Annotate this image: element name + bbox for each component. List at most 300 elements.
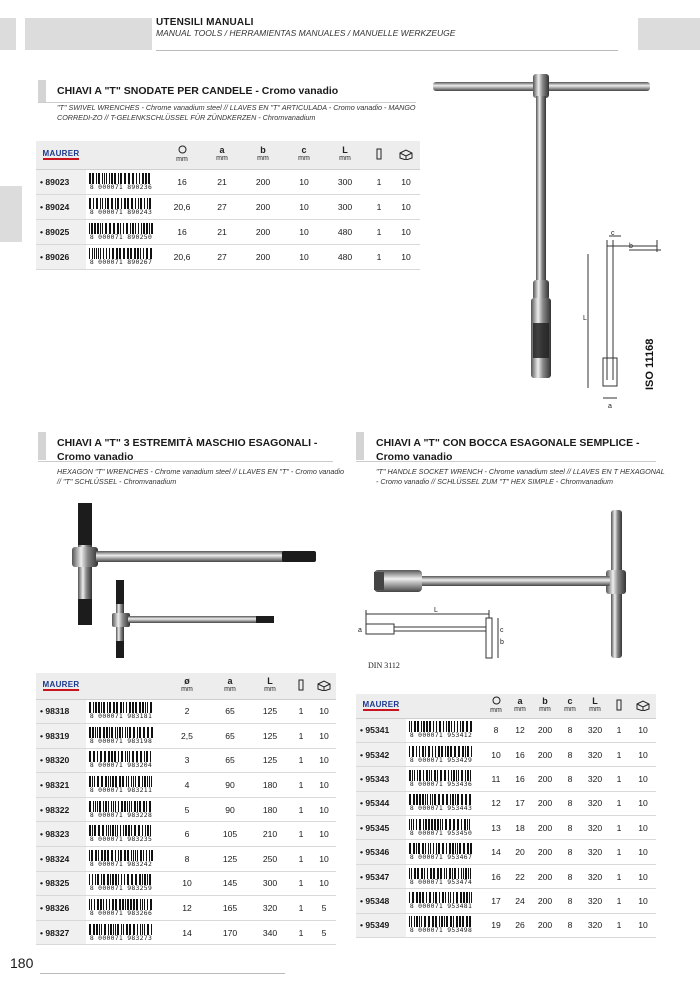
cell-value: 1: [290, 748, 312, 773]
cell-value: 1: [608, 718, 630, 742]
cell-value: 65: [210, 724, 250, 749]
cell-value: 320: [582, 767, 608, 791]
table-row: [36, 871, 336, 896]
barcode-image: [88, 223, 154, 241]
table-row: [36, 219, 420, 244]
barcode: [86, 797, 164, 822]
cell-value: 24: [508, 889, 532, 913]
table-row: [36, 847, 336, 872]
barcode: [406, 767, 484, 791]
cell-value: 210: [250, 822, 290, 847]
cell-value: 300: [324, 169, 366, 194]
cell-value: 165: [210, 896, 250, 921]
table-row: [36, 797, 336, 822]
product-code: • 98327: [36, 920, 86, 945]
cell-value: 10: [630, 742, 656, 766]
table-row: [356, 742, 656, 766]
ean-number: 8 000071 953429: [409, 755, 473, 764]
barcode: [86, 748, 164, 773]
cell-value: 17: [484, 889, 508, 913]
cell-value: 320: [582, 913, 608, 937]
cell-value: 10: [630, 791, 656, 815]
barcode-image: [88, 850, 154, 868]
table-row: [36, 244, 420, 269]
cell-value: 200: [532, 864, 558, 888]
barcode: [406, 864, 484, 888]
cell-value: 12: [484, 791, 508, 815]
ean-number: 8 000071 953450: [409, 828, 473, 837]
ean-number: 8 000071 983204: [89, 761, 153, 770]
cell-value: 1: [366, 169, 392, 194]
cell-value: 26: [508, 913, 532, 937]
barcode-image: [408, 794, 474, 812]
swivel-t-wrench-image: [425, 68, 695, 418]
cell-value: 8: [558, 791, 582, 815]
cell-value: 10: [630, 718, 656, 742]
header-title: UTENSILI MANUALI: [156, 17, 254, 28]
cell-value: 10: [164, 871, 210, 896]
cell-value: 10: [630, 840, 656, 864]
barcode-image: [88, 751, 154, 769]
product-code: • 95342: [356, 742, 406, 766]
cell-value: 10: [392, 169, 420, 194]
ean-number: 8 000071 890267: [89, 257, 153, 266]
cell-value: 180: [250, 773, 290, 798]
cell-value: 8: [558, 816, 582, 840]
brand-logo-3: MAURER: [356, 694, 406, 718]
table-row: [356, 913, 656, 937]
cell-value: 20,6: [162, 194, 202, 219]
cell-value: 200: [532, 840, 558, 864]
product-code: • 95348: [356, 889, 406, 913]
cell-value: 8: [558, 913, 582, 937]
cell-value: 200: [532, 791, 558, 815]
box-pack-icon: [312, 673, 336, 699]
section1-table: MAURER mm a mm b mm c mm L mm • 89023 8 000071 890236 16 21 200 10 300 1 10 • 89024 8 000071 890243 20,6 27 200 10 300 1 10 • 89025 8 000071 890250 16 21 200 10 480 1 10 • 89026 8 000071 890267 20,6 27 200 10 480 1 10: [36, 141, 420, 270]
cell-value: 65: [210, 699, 250, 724]
cell-value: 1: [608, 816, 630, 840]
product-code: • 98323: [36, 822, 86, 847]
section1-description: "T" SWIVEL WRENCHES - Chrome vanadium steel // LLAVES EN "T" ARTICULADA - Cromo vanadio - MANGO CORREDI-ZO // T-GELENKSCHLÜSSEL FÜR ZÜNDKERZEN - Chromvanadium: [57, 103, 416, 122]
cell-value: 1: [608, 889, 630, 913]
cell-value: 10: [630, 767, 656, 791]
barcode: [86, 896, 164, 921]
product-code: • 89023: [36, 169, 86, 194]
barcode: [86, 169, 162, 194]
barcode: [86, 699, 164, 724]
cell-value: 10: [484, 742, 508, 766]
barcode: [406, 816, 484, 840]
cell-value: 105: [210, 822, 250, 847]
cell-value: 5: [312, 920, 336, 945]
cell-value: 10: [312, 847, 336, 872]
barcode-image: [408, 892, 474, 910]
cell-value: 21: [202, 219, 242, 244]
box-pack-icon: [630, 694, 656, 718]
cell-value: 1: [290, 871, 312, 896]
section3-bar: [356, 432, 364, 460]
cell-value: 6: [164, 822, 210, 847]
brand-logo: MAURER: [36, 141, 86, 169]
cell-value: 320: [582, 889, 608, 913]
brand-logo-2: MAURER: [36, 673, 86, 699]
cell-value: 8: [558, 767, 582, 791]
cell-value: 2: [164, 699, 210, 724]
ean-number: 8 000071 953474: [409, 877, 473, 886]
barcode-image: [88, 248, 154, 266]
cell-value: 10: [630, 864, 656, 888]
ean-number: 8 000071 983181: [89, 712, 153, 721]
cell-value: 1: [290, 724, 312, 749]
ean-number: 8 000071 983259: [89, 884, 153, 893]
table-row: [356, 864, 656, 888]
product-code: • 98322: [36, 797, 86, 822]
section1-title: CHIAVI A "T" SNODATE PER CANDELE - Cromo vanadio: [57, 85, 339, 97]
cell-value: 10: [630, 913, 656, 937]
table-row: [36, 169, 420, 194]
barcode-image: [88, 173, 154, 191]
cell-value: 320: [250, 896, 290, 921]
product-code: • 89025: [36, 219, 86, 244]
cell-value: 125: [250, 724, 290, 749]
cell-value: 10: [312, 748, 336, 773]
barcode-image: [408, 916, 474, 934]
cell-value: 20,6: [162, 244, 202, 269]
barcode: [406, 840, 484, 864]
section3-description: "T" HANDLE SOCKET WRENCH - Chrome vanadium steel // LLAVES EN T HEXAGONAL - Cromo vanadio // SCHLÜSSEL ZUM "T" HEX SIMPLE - Chromvanadium: [376, 467, 665, 486]
ean-number: 8 000071 983242: [89, 859, 153, 868]
cell-value: 16: [508, 767, 532, 791]
barcode-image: [408, 819, 474, 837]
cell-value: 10: [284, 244, 324, 269]
ean-number: 8 000071 983235: [89, 835, 153, 844]
table-row: [36, 920, 336, 945]
cell-value: 10: [312, 822, 336, 847]
cell-value: 170: [210, 920, 250, 945]
cell-value: 27: [202, 244, 242, 269]
cell-value: 8: [558, 889, 582, 913]
ean-number: 8 000071 953436: [409, 779, 473, 788]
barcode: [86, 724, 164, 749]
cell-value: 5: [164, 797, 210, 822]
cell-value: 480: [324, 244, 366, 269]
cell-value: 8: [558, 742, 582, 766]
ean-number: 8 000071 890236: [89, 182, 153, 191]
barcode: [406, 889, 484, 913]
ean-number: 8 000071 953467: [409, 853, 473, 862]
cell-value: 10: [630, 816, 656, 840]
cell-value: 200: [532, 767, 558, 791]
cell-value: 320: [582, 742, 608, 766]
hex-t-wrench-image: [60, 495, 320, 665]
cell-value: 12: [164, 896, 210, 921]
cell-value: 17: [508, 791, 532, 815]
product-code: • 98321: [36, 773, 86, 798]
cell-value: 145: [210, 871, 250, 896]
cell-value: 200: [532, 816, 558, 840]
product-code: • 98320: [36, 748, 86, 773]
barcode-image: [88, 924, 154, 942]
cell-value: 250: [250, 847, 290, 872]
barcode-image: [408, 843, 474, 861]
ean-number: 8 000071 983198: [89, 736, 153, 745]
cell-value: 1: [290, 847, 312, 872]
table-row: [356, 816, 656, 840]
table-row: [36, 748, 336, 773]
cell-value: 2,5: [164, 724, 210, 749]
single-unit-icon: [290, 673, 312, 699]
diameter-circle-icon: [484, 696, 508, 707]
cell-value: 300: [250, 871, 290, 896]
ean-number: 8 000071 983228: [89, 810, 153, 819]
barcode-image: [88, 801, 154, 819]
cell-value: 10: [284, 169, 324, 194]
cell-value: 1: [366, 194, 392, 219]
cell-value: 8: [558, 718, 582, 742]
cell-value: 8: [558, 864, 582, 888]
cell-value: 320: [582, 864, 608, 888]
cell-value: 200: [532, 889, 558, 913]
cell-value: 22: [508, 864, 532, 888]
barcode-image: [88, 702, 154, 720]
cell-value: 10: [392, 244, 420, 269]
dim-label-c2: c: [500, 627, 504, 634]
barcode-image: [408, 868, 474, 886]
barcode-image: [88, 727, 154, 745]
cell-value: 90: [210, 773, 250, 798]
barcode: [86, 219, 162, 244]
barcode: [86, 194, 162, 219]
cell-value: 10: [392, 194, 420, 219]
product-code: • 95347: [356, 864, 406, 888]
cell-value: 200: [242, 169, 284, 194]
cell-value: 14: [484, 840, 508, 864]
cell-value: 1: [290, 896, 312, 921]
barcode-image: [88, 198, 154, 216]
cell-value: 200: [532, 913, 558, 937]
cell-value: 125: [210, 847, 250, 872]
din-label: DIN 3112: [368, 661, 400, 670]
cell-value: 1: [366, 219, 392, 244]
header-block: [25, 18, 152, 50]
barcode: [86, 847, 164, 872]
section3-table: MAURER mm a mm b mm c mm L mm • 95341 8 000071 953412 8 12 200 8 320 1 10 • 95342 8 000071 953429 10 16 200 8 320 1 10 • 95343 8 000071 953436 11 16 200 8 320 1 10 • 95344 8 000071 953443 12 17 200 8 320 1 10 • 95345 8 000071 953450 13 18 200 8 320 1 10 • 95346 8 000071 953467 14 20 200 8 320 1 10 • 95347 8 000071 953474 16 22 200 8 320 1 10 • 95348 8 000071 953481 17 24 200 8 320 1 10 • 95349 8 000071 953498 19 26 200 8 320 1 10: [356, 694, 656, 938]
cell-value: 18: [508, 816, 532, 840]
cell-value: 65: [210, 748, 250, 773]
cell-value: 1: [290, 699, 312, 724]
product-code: • 89024: [36, 194, 86, 219]
cell-value: 1: [608, 791, 630, 815]
cell-value: 1: [608, 742, 630, 766]
cell-value: 8: [484, 718, 508, 742]
barcode-image: [408, 746, 474, 764]
barcode: [406, 913, 484, 937]
table-row: [36, 699, 336, 724]
cell-value: 10: [392, 219, 420, 244]
dim-label-L: L: [583, 315, 587, 322]
barcode-image: [88, 899, 154, 917]
cell-value: 16: [162, 219, 202, 244]
dim-label-c: c: [611, 230, 615, 237]
table-row: [356, 767, 656, 791]
cell-value: 1: [290, 773, 312, 798]
cell-value: 200: [242, 244, 284, 269]
cell-value: 200: [242, 194, 284, 219]
header-left-tab: [0, 18, 16, 50]
cell-value: 1: [290, 797, 312, 822]
barcode: [86, 871, 164, 896]
product-code: • 95344: [356, 791, 406, 815]
cell-value: 200: [532, 718, 558, 742]
cell-value: 1: [608, 864, 630, 888]
cell-value: 10: [312, 797, 336, 822]
barcode: [86, 822, 164, 847]
barcode: [86, 920, 164, 945]
barcode: [86, 244, 162, 269]
barcode-image: [88, 874, 154, 892]
product-code: • 98326: [36, 896, 86, 921]
table-row: [356, 889, 656, 913]
cell-value: 5: [312, 896, 336, 921]
table-row: [356, 791, 656, 815]
barcode-image: [408, 721, 474, 739]
section2-title: CHIAVI A "T" 3 ESTREMITÀ MASCHIO ESAGONALI - Cromo vanadio: [57, 437, 318, 463]
product-code: • 95341: [356, 718, 406, 742]
cell-value: 300: [324, 194, 366, 219]
table-row: [356, 840, 656, 864]
header-rule: [156, 50, 618, 51]
dim-label-a2: a: [358, 627, 362, 634]
section1-bar: [38, 80, 46, 102]
cell-value: 320: [582, 816, 608, 840]
cell-value: 200: [532, 742, 558, 766]
product-code: • 95349: [356, 913, 406, 937]
cell-value: 340: [250, 920, 290, 945]
product-code: • 89026: [36, 244, 86, 269]
ean-number: 8 000071 890250: [89, 232, 153, 241]
ean-number: 8 000071 890243: [89, 207, 153, 216]
product-code: • 98324: [36, 847, 86, 872]
table-row: [36, 896, 336, 921]
section2-description: HEXAGON "T" WRENCHES - Chrome vanadium steel // LLAVES EN "T" - Cromo vanadio // "T" SCHLÜSSEL - Chromvanadium: [57, 467, 345, 486]
diameter-circle-icon: [162, 145, 202, 156]
cell-value: 125: [250, 699, 290, 724]
cell-value: 10: [312, 724, 336, 749]
ean-number: 8 000071 983273: [89, 933, 153, 942]
socket-t-wrench-image: [358, 500, 658, 680]
footer-rule: [40, 973, 285, 974]
cell-value: 10: [284, 194, 324, 219]
cell-value: 320: [582, 791, 608, 815]
product-code: • 95346: [356, 840, 406, 864]
box-pack-icon: [392, 141, 420, 169]
cell-value: 1: [366, 244, 392, 269]
table-row: [36, 773, 336, 798]
cell-value: 480: [324, 219, 366, 244]
cell-value: 200: [242, 219, 284, 244]
iso-label: ISO 11168: [644, 338, 656, 390]
dim-label-b: b: [629, 243, 633, 250]
cell-value: 14: [164, 920, 210, 945]
ean-number: 8 000071 953481: [409, 901, 473, 910]
cell-value: 21: [202, 169, 242, 194]
product-code: • 98319: [36, 724, 86, 749]
cell-value: 125: [250, 748, 290, 773]
table-row: [36, 724, 336, 749]
cell-value: 8: [164, 847, 210, 872]
cell-value: 16: [162, 169, 202, 194]
header-right-tab: [638, 18, 700, 50]
cell-value: 16: [484, 864, 508, 888]
product-code: • 95343: [356, 767, 406, 791]
product-code: • 98318: [36, 699, 86, 724]
ean-number: 8 000071 983211: [89, 786, 153, 795]
cell-value: 19: [484, 913, 508, 937]
table-row: [356, 718, 656, 742]
cell-value: 1: [608, 913, 630, 937]
cell-value: 1: [290, 822, 312, 847]
dim-label-L2: L: [434, 607, 438, 614]
cell-value: 90: [210, 797, 250, 822]
cell-value: 13: [484, 816, 508, 840]
ean-number: 8 000071 953443: [409, 804, 473, 813]
barcode-image: [408, 770, 474, 788]
cell-value: 10: [284, 219, 324, 244]
section3-title: CHIAVI A "T" CON BOCCA ESAGONALE SEMPLICE - Cromo vanadio: [376, 437, 640, 463]
barcode-image: [88, 776, 154, 794]
dim-label-a: a: [608, 403, 612, 410]
side-tab: [0, 186, 22, 242]
barcode: [406, 742, 484, 766]
cell-value: 4: [164, 773, 210, 798]
cell-value: 10: [312, 773, 336, 798]
section2-table: MAURER ø mm a mm L mm • 98318 8 000071 983181 2 65 125 1 10 • 98319 8 000071 983198 2,5 65 125 1 10 • 98320 8 000071 983204 3 65 125 1 10 • 98321 8 000071 983211 4 90 180 1 10 • 98322 8 000071 983228 5 90 180 1 10 • 98323 8 000071 983235 6 105 210 1 10 • 98324 8 000071 983242 8 125 250 1 10 • 98325 8 000071 983259 10 145 300 1 10 • 98326 8 000071 983266 12 165 320 1 5 • 98327 8 000071 983273 14 170 340 1 5: [36, 673, 336, 945]
cell-value: 320: [582, 840, 608, 864]
cell-value: 1: [608, 767, 630, 791]
section2-bar: [38, 432, 46, 460]
product-code: • 95345: [356, 816, 406, 840]
cell-value: 27: [202, 194, 242, 219]
barcode-image: [88, 825, 154, 843]
header-subtitle: MANUAL TOOLS / HERRAMIENTAS MANUALES / MANUELLE WERKZEUGE: [156, 28, 456, 38]
ean-number: 8 000071 953412: [409, 731, 473, 740]
cell-value: 3: [164, 748, 210, 773]
cell-value: 320: [582, 718, 608, 742]
barcode: [406, 718, 484, 742]
cell-value: 16: [508, 742, 532, 766]
cell-value: 1: [290, 920, 312, 945]
ean-number: 8 000071 953498: [409, 926, 473, 935]
cell-value: 1: [608, 840, 630, 864]
cell-value: 8: [558, 840, 582, 864]
cell-value: 11: [484, 767, 508, 791]
table-row: [36, 822, 336, 847]
cell-value: 20: [508, 840, 532, 864]
page-number: 180: [10, 955, 34, 971]
cell-value: 180: [250, 797, 290, 822]
cell-value: 10: [312, 871, 336, 896]
product-code: • 98325: [36, 871, 86, 896]
cell-value: 12: [508, 718, 532, 742]
cell-value: 10: [630, 889, 656, 913]
dim-label-b2: b: [500, 639, 504, 646]
cell-value: 10: [312, 699, 336, 724]
barcode: [86, 773, 164, 798]
table-row: [36, 194, 420, 219]
ean-number: 8 000071 983266: [89, 909, 153, 918]
single-unit-icon: [608, 694, 630, 718]
barcode: [406, 791, 484, 815]
